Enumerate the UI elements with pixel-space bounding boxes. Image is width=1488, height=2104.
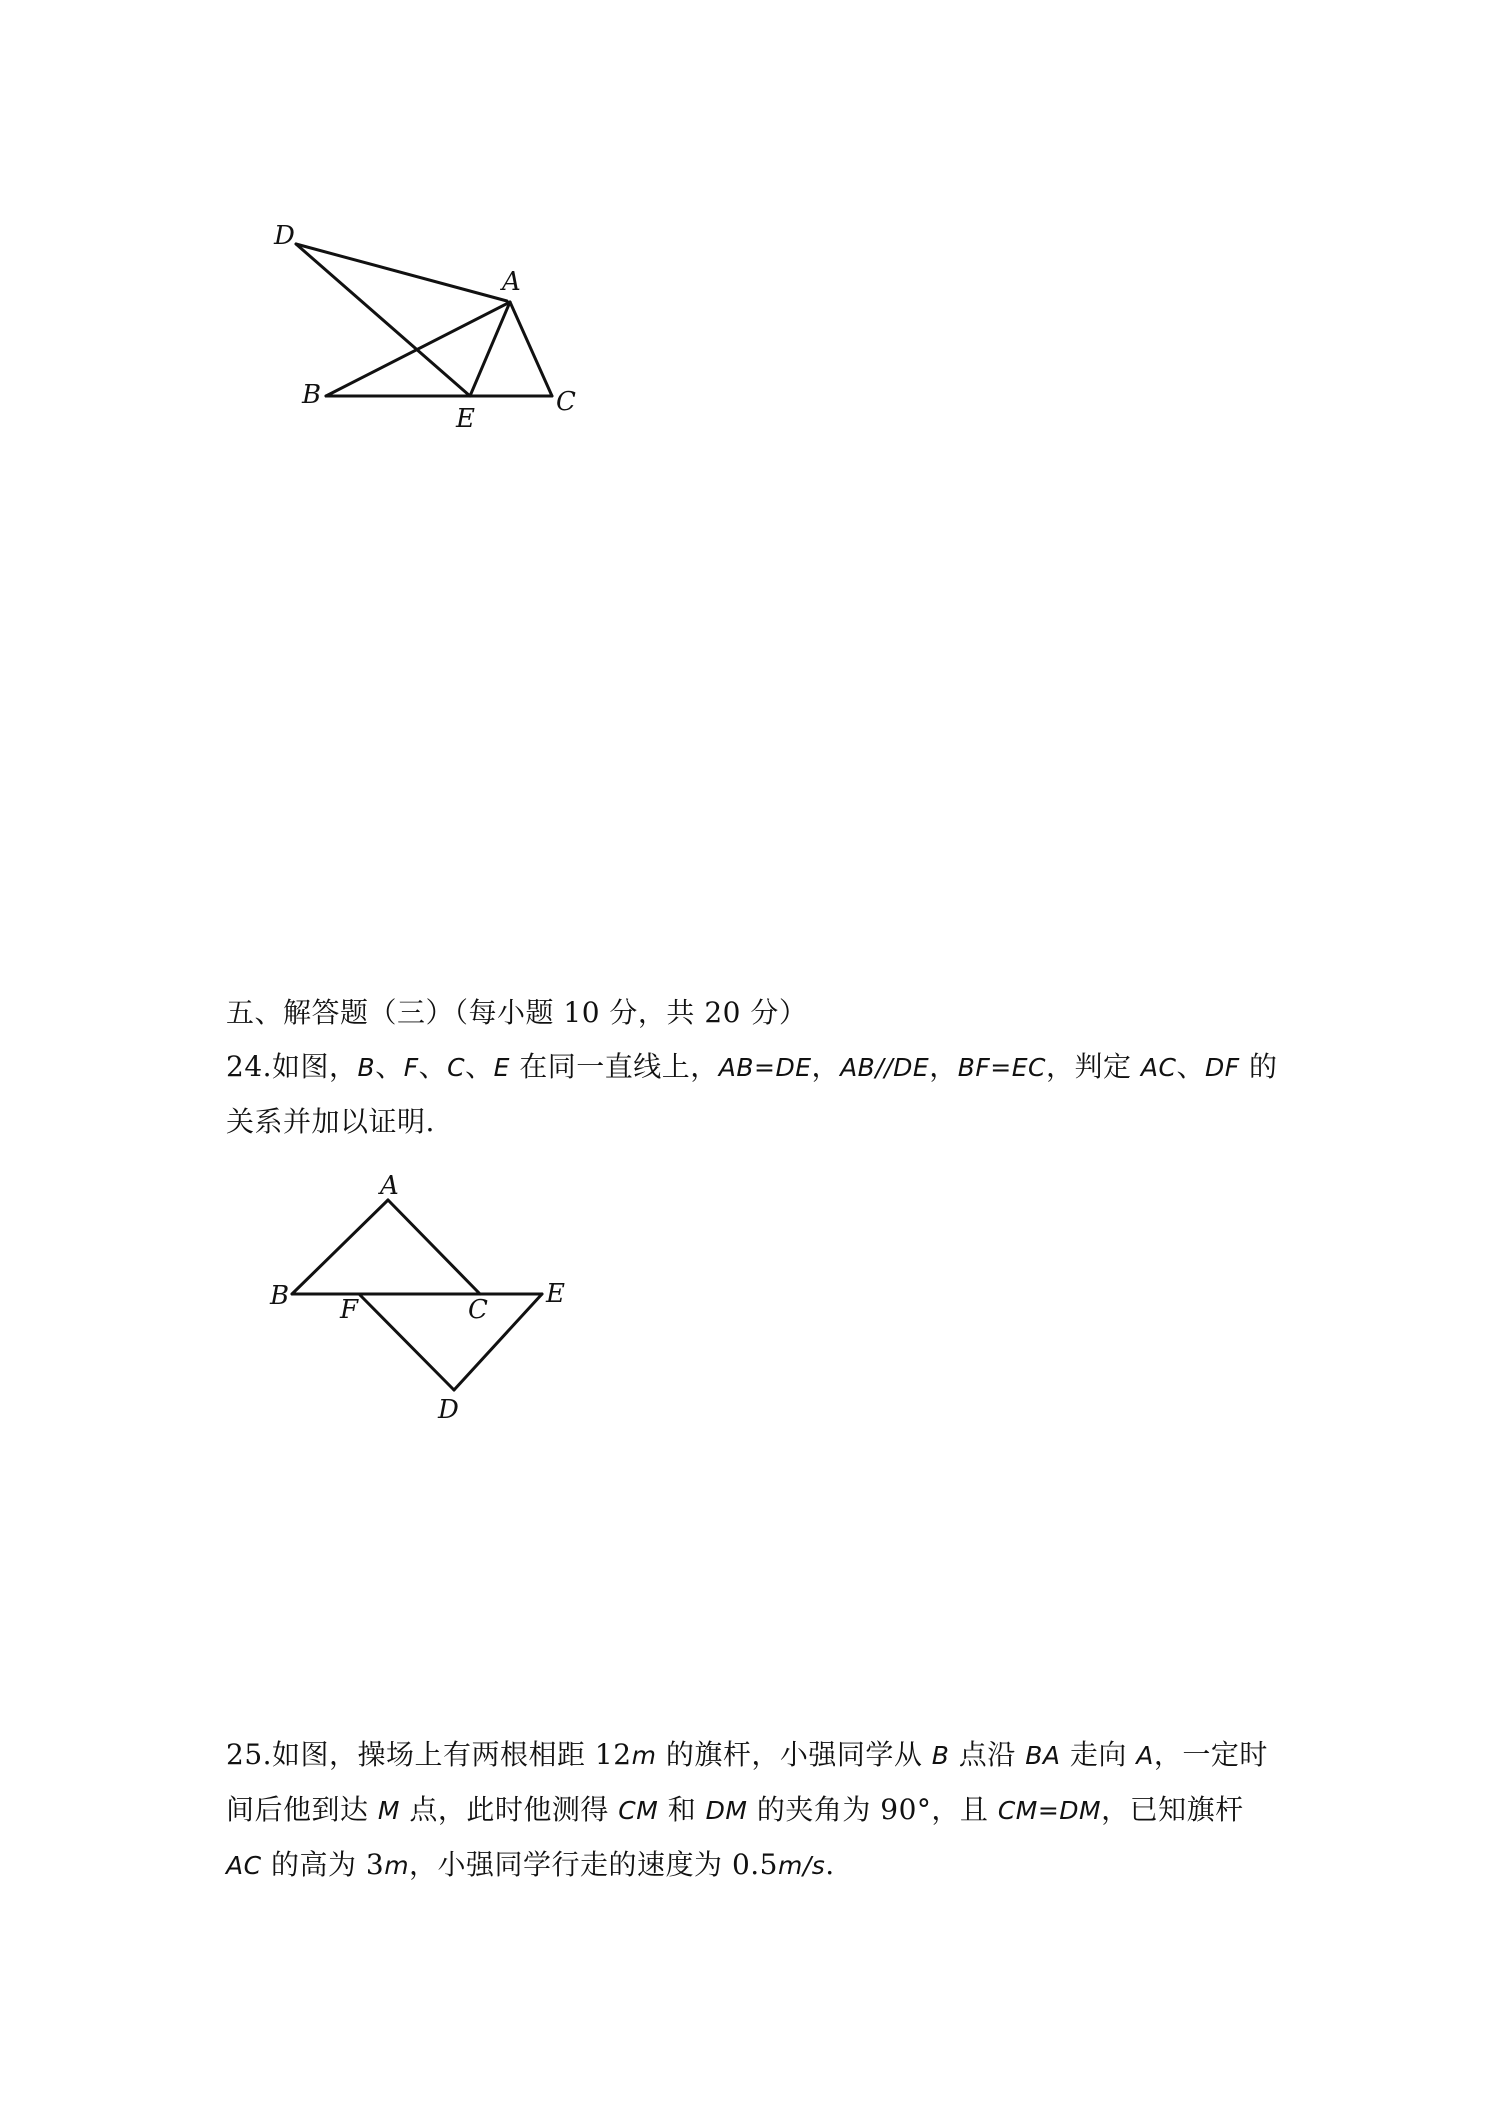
question-24-line-1: 24.如图，B、F、C、E 在同一直线上，AB=DE，AB//DE，BF=EC，判定 AC、DF 的 bbox=[226, 1050, 1278, 1083]
segment-BA bbox=[292, 1200, 388, 1294]
question-25-line-1: 25.如图，操场上有两根相距 12m 的旗杆，小强同学从 B 点沿 BA 走向 A，一定时 bbox=[226, 1738, 1268, 1771]
segment-EA bbox=[470, 302, 510, 396]
label-D: D bbox=[438, 1395, 459, 1418]
figure-1-diagram bbox=[260, 210, 620, 440]
segment-AC bbox=[510, 302, 552, 396]
label-B: B bbox=[302, 380, 322, 410]
section-5-block bbox=[226, 986, 1286, 1149]
label-A: A bbox=[380, 1171, 399, 1201]
question-25-line-3: AC 的高为 3m，小强同学行走的速度为 0.5m/s. bbox=[226, 1848, 835, 1881]
segment-FD bbox=[360, 1295, 454, 1390]
section-5-heading: 五、解答题（三）（每小题 10 分，共 20 分） bbox=[226, 996, 808, 1029]
label-C: C bbox=[468, 1295, 488, 1325]
figure-1 bbox=[260, 210, 620, 440]
question-25-block bbox=[226, 1728, 1286, 1893]
label-E: E bbox=[546, 1279, 565, 1309]
label-C: C bbox=[556, 387, 576, 417]
label-B: B bbox=[270, 1281, 290, 1311]
label-A: A bbox=[502, 267, 521, 297]
question-25-line-2: 间后他到达 M 点，此时他测得 CM 和 DM 的夹角为 90°，且 CM=DM，已知旗杆 bbox=[226, 1793, 1244, 1826]
question-24-line-2: 关系并加以证明. bbox=[226, 1105, 435, 1138]
label-E: E bbox=[456, 404, 475, 434]
figure-2-diagram bbox=[260, 1168, 600, 1418]
label-F: F bbox=[340, 1295, 359, 1325]
segment-AC bbox=[388, 1200, 480, 1294]
figure-2 bbox=[260, 1168, 600, 1418]
label-D: D bbox=[274, 221, 295, 251]
segment-BA bbox=[326, 302, 510, 396]
